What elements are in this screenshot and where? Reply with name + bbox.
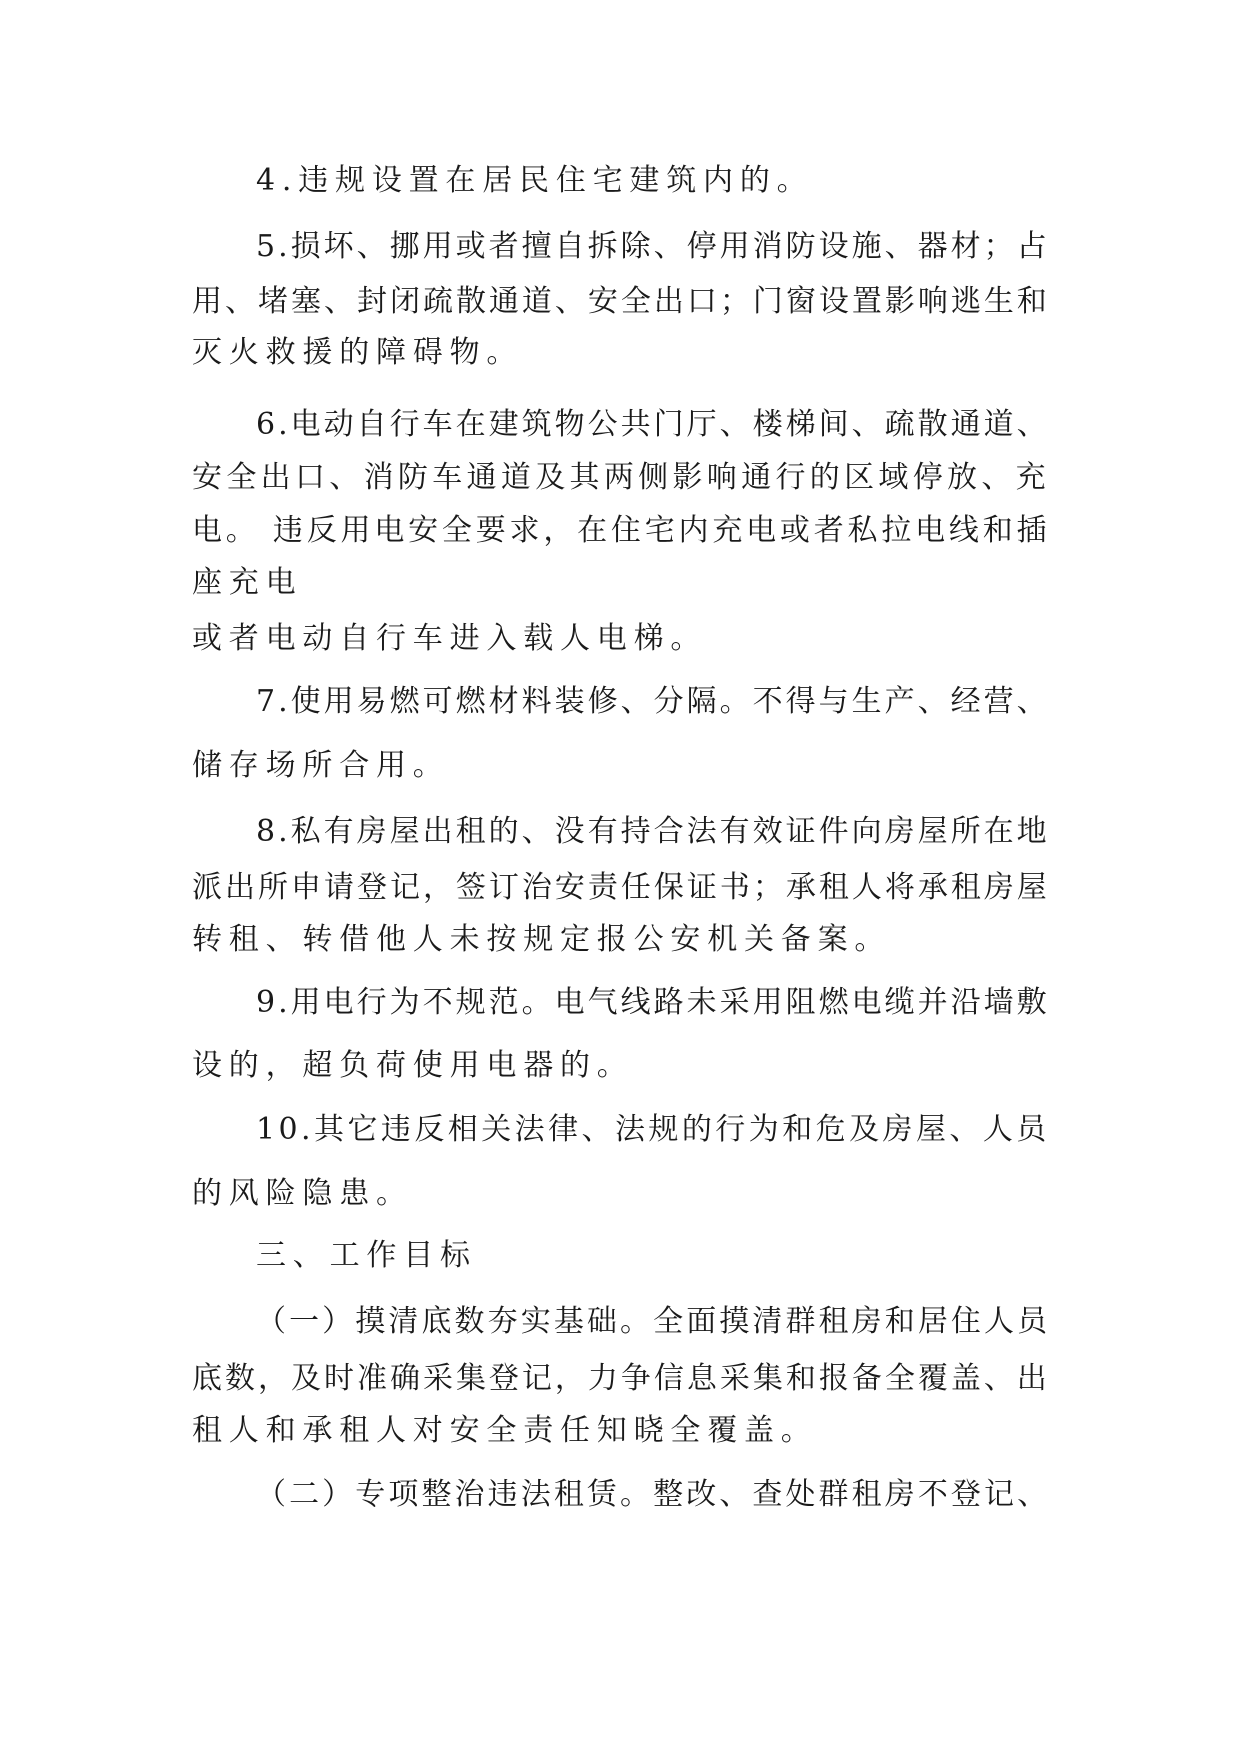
- section-heading-work-goals: 三、工作目标: [256, 1238, 477, 1273]
- goal-1-line-2: 底数，及时准确采集登记，力争信息采集和报备全覆盖、出: [192, 1361, 1050, 1396]
- paragraph-item-5-line-2: 用、堵塞、封闭疏散通道、安全出口；门窗设置影响逃生和: [192, 284, 1050, 319]
- paragraph-item-9-line-1: 9.用电行为不规范。电气线路未采用阻燃电缆并沿墙敷: [256, 985, 1050, 1020]
- paragraph-item-6-line-1: 6.电动自行车在建筑物公共门厅、楼梯间、疏散通道、: [256, 407, 1050, 442]
- paragraph-item-4: 4.违规设置在居民住宅建筑内的。: [256, 163, 814, 198]
- paragraph-item-9-line-2: 设的，超负荷使用电器的。: [192, 1048, 634, 1083]
- goal-2-line-1: （二）专项整治违法租赁。整改、查处群租房不登记、: [256, 1477, 1051, 1512]
- paragraph-item-10-line-2: 的风险隐患。: [192, 1176, 413, 1211]
- paragraph-item-5-line-3: 灭火救援的障碍物。: [192, 335, 524, 370]
- paragraph-item-7-line-2: 储存场所合用。: [192, 748, 450, 783]
- paragraph-item-6-line-2: 安全出口、消防车通道及其两侧影响通行的区域停放、充: [192, 460, 1050, 495]
- paragraph-item-8-line-2: 派出所申请登记，签订治安责任保证书；承租人将承租房屋: [192, 870, 1050, 905]
- paragraph-item-10-line-1: 10.其它违反相关法律、法规的行为和危及房屋、人员: [256, 1112, 1050, 1147]
- goal-1-line-3: 租人和承租人对安全责任知晓全覆盖。: [192, 1413, 818, 1448]
- paragraph-item-6-line-3: 电。 违反用电安全要求，在住宅内充电或者私拉电线和插: [192, 513, 1051, 548]
- paragraph-item-6-line-4: 座充电: [192, 565, 303, 600]
- goal-1-line-1: （一）摸清底数夯实基础。全面摸清群租房和居住人员: [256, 1304, 1051, 1339]
- paragraph-item-5-line-1: 5.损坏、挪用或者擅自拆除、停用消防设施、器材；占: [256, 229, 1050, 264]
- paragraph-item-8-line-1: 8.私有房屋出租的、没有持合法有效证件向房屋所在地: [256, 814, 1050, 849]
- paragraph-item-7-line-1: 7.使用易燃可燃材料装修、分隔。不得与生产、经营、: [256, 684, 1050, 719]
- paragraph-item-6-line-5: 或者电动自行车进入载人电梯。: [192, 621, 708, 656]
- paragraph-item-8-line-3: 转租、转借他人未按规定报公安机关备案。: [192, 922, 892, 957]
